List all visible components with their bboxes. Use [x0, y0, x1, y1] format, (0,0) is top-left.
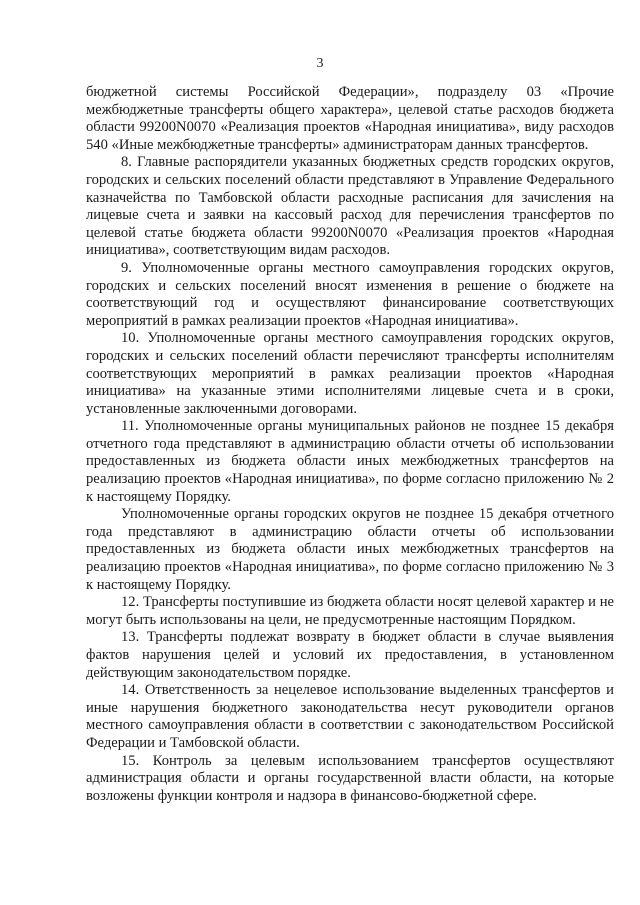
paragraph-continuation: бюджетной системы Российской Федерации», подразделу 03 «Прочие межбюджетные трансферты общего характера», целевой статье расходов бюджета области 99200N0070 «Реализация проектов «Народная инициатива», виду расходов 540 «Иные межбюджетные трансферты» администраторам данных трансфертов. [86, 84, 614, 153]
paragraph-11-urban: Уполномоченные органы городских округов не позднее 15 декабря отчетного года представляют в администрацию области отчеты об использовании предоставленных из бюджета области иных межбюджетных трансфертов на реализацию проектов «Народная инициатива», по форме согласно приложению № 3 к настоящему Порядку. [86, 506, 614, 593]
paragraph-8: 8. Главные распорядители указанных бюджетных средств городских округов, городских и сельских поселений области представляют в Управление Федерального казначейства по Тамбовской области расходные расписания для зачисления на лицевые счета и заявки на кассовый расход для перечисления трансфертов по целевой статье бюджета области 99200N0070 «Реализация проектов «Народная инициатива», соответствующим видам расходов. [86, 154, 614, 259]
paragraph-12: 12. Трансферты поступившие из бюджета области носят целевой характер и не могут быть использованы на цели, не предусмотренные настоящим Порядком. [86, 594, 614, 628]
paragraph-13: 13. Трансферты подлежат возврату в бюджет области в случае выявления фактов нарушения целей и условий их предоставления, в установленном действующим законодательством порядке. [86, 629, 614, 681]
page-number: 3 [316, 56, 324, 71]
paragraph-9: 9. Уполномоченные органы местного самоуправления городских округов, городских и сельских поселений вносят изменения в решение о бюджете на соответствующий год и осуществляют финансирование соответствующих мероприятий в рамках реализации проектов «Народная инициатива». [86, 259, 614, 329]
paragraph-11: 11. Уполномоченные органы муниципальных районов не позднее 15 декабря отчетного года представляют в администрацию области отчеты об использовании предоставленных из бюджета области иных межбюджетных трансфертов на реализацию проектов «Народная инициатива», по форме согласно приложению № 2 к настоящему Порядку. [86, 418, 614, 505]
paragraph-15: 15. Контроль за целевым использованием трансфертов осуществляют администрация области и органы государственной власти области, на которые возложены функции контроля и надзора в финансово-бюджетной сфере. [86, 752, 614, 804]
paragraph-14: 14. Ответственность за нецелевое использование выделенных трансфертов и иные нарушения бюджетного законодательства несут руководители органов местного самоуправления области в соответствии с законодательством Российской Федерации и Тамбовской области. [86, 682, 614, 751]
document-body [86, 84, 614, 805]
paragraph-10: 10. Уполномоченные органы местного самоуправления городских округов, городских и сельских поселений области перечисляют трансферты исполнителям соответствующих мероприятий в рамках реализации проектов «Народная инициатива» на указанные этими исполнителями лицевые счета и в сроки, установленные заключенными договорами. [86, 330, 614, 417]
